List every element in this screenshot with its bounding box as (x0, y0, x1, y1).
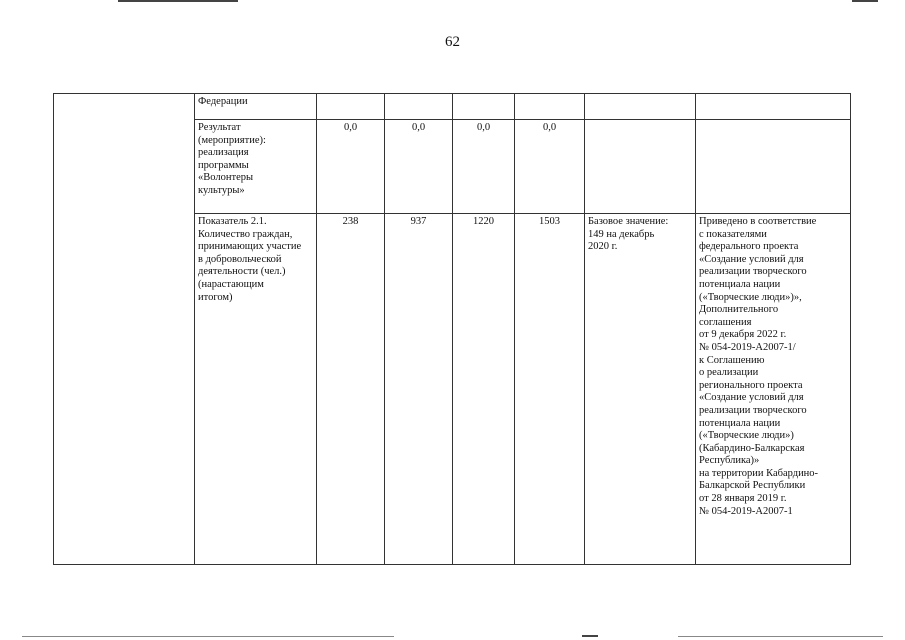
value-cell: 0,0 (453, 120, 515, 214)
value-cell (317, 94, 385, 120)
note-cell (696, 120, 851, 214)
base-value-cell (585, 120, 696, 214)
note-cell: Приведено в соответствие с показателями федерального проекта «Создание условий для реализации творческого потенциала нации («Творческие люди»)», Дополнительного соглашения от 9 декабря 2022 г. № 054-2019-А2007-1/ к Соглашению о реализации регионального проекта «Создание условий для реализации творческого потенциала нации («Творческие люди») (Кабардино-Балкарская Республика)» на территории Кабардино- Балкарской Республики от 28 января 2019 г. № 054-2019-А2007-1 (696, 214, 851, 565)
scan-artifact-top-right (852, 0, 878, 2)
row-label-cell: Федерации (195, 94, 317, 120)
value-cell (515, 94, 585, 120)
value-cell: 0,0 (385, 120, 453, 214)
base-value-cell (585, 94, 696, 120)
value-cell: 238 (317, 214, 385, 565)
row-label-cell: Показатель 2.1. Количество граждан, принимающих участие в добровольческой деятельности (чел.) (нарастающим итогом) (195, 214, 317, 565)
base-value-cell: Базовое значение: 149 на декабрь 2020 г. (585, 214, 696, 565)
value-cell: 0,0 (317, 120, 385, 214)
value-cell (453, 94, 515, 120)
scan-artifact-top-left (118, 0, 238, 2)
blank-first-column-cell (54, 94, 195, 565)
value-cell: 937 (385, 214, 453, 565)
scan-artifact-bottom-middle (582, 635, 598, 637)
table-row (54, 94, 851, 120)
row-label-cell: Результат (мероприятие): реализация программы «Волонтеры культуры» (195, 120, 317, 214)
value-cell: 0,0 (515, 120, 585, 214)
value-cell (385, 94, 453, 120)
document-table (53, 93, 851, 565)
value-cell: 1503 (515, 214, 585, 565)
note-cell (696, 94, 851, 120)
value-cell: 1220 (453, 214, 515, 565)
scan-artifact-bottom-left (22, 636, 394, 637)
scan-artifact-bottom-right (678, 636, 883, 637)
page-number: 62 (445, 34, 460, 50)
